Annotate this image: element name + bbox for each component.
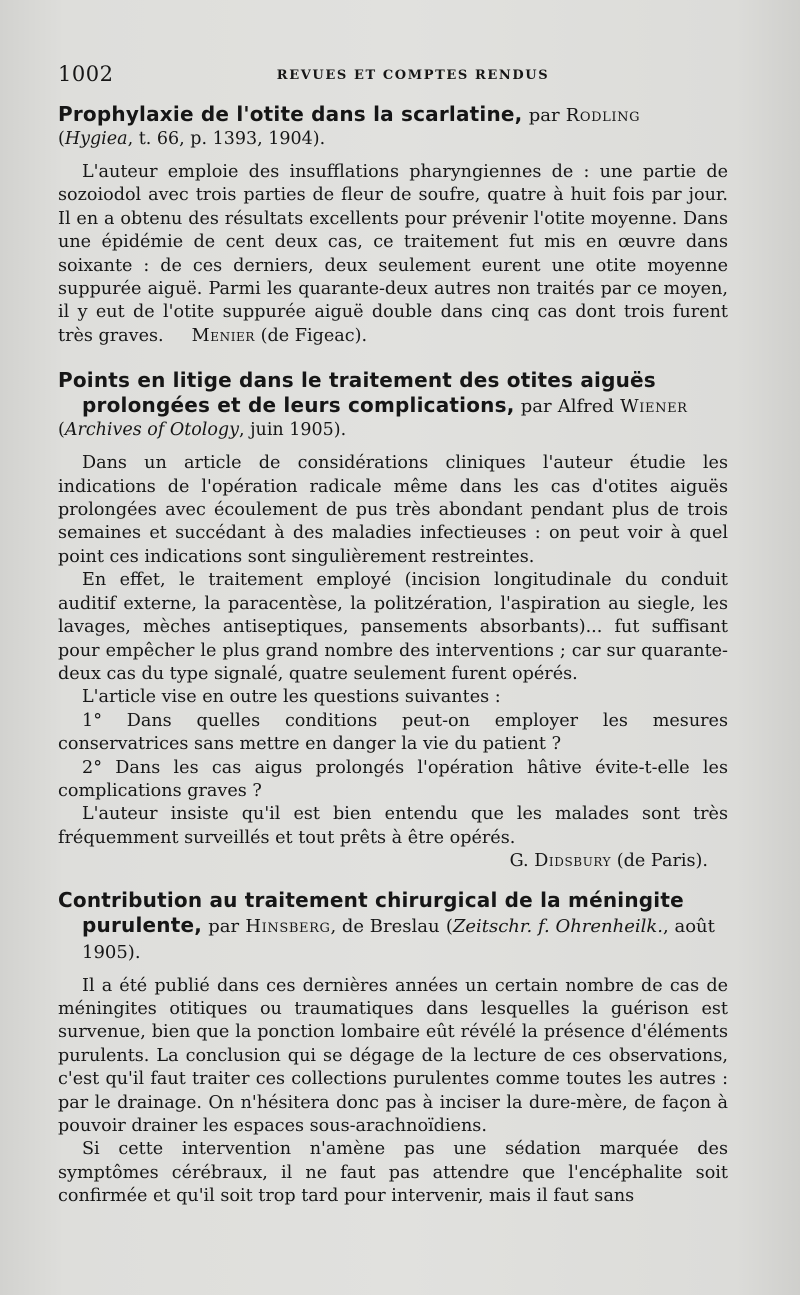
article-author: Wiener <box>620 396 688 418</box>
running-head <box>58 58 728 96</box>
paragraph-text: L'auteur emploie des insufflations pharyngiennes de : une partie de sozoiodol avec trois parties de fleur de soufre, quatre à huit fois par jour. Il en a obtenu des résultats excellents pour prévenir l'otite moyenne. Dans une épidémie de cent deux cas, ce traitement fut mis en œuvre dans soixante : de ces derniers, deux seulement eurent une otite moyenne suppurée aiguë. Parmi les quarante-deux autres non traités par ce moyen, il y eut de l'otite suppurée aiguë double dans cinq cas dont trois furent très graves. <box>58 162 728 346</box>
by-word: par <box>520 396 552 418</box>
article-title: Prophylaxie de l'otite dans la scarlatine, <box>58 102 523 126</box>
running-title: REVUES ET COMPTES RENDUS <box>276 68 550 83</box>
article-wiener <box>58 368 728 873</box>
article-title: Contribution au traitement chirurgical de la méningite purulente, <box>58 887 684 937</box>
article-author: Rodling <box>565 105 641 126</box>
source-details: , t. 66, p. 1393, 1904). <box>127 129 326 149</box>
by-word: par <box>208 915 240 937</box>
signature-place: (de Figeac). <box>260 325 368 346</box>
article-author: Hinsberg <box>245 915 331 937</box>
signature-initial: G. <box>509 851 529 872</box>
article-paragraph: En effet, le traitement employé (incision longitudinale du conduit auditif externe, la paracentèse, la politzération, l'aspiration au siegle, les lavages, mèches antiseptiques, pansements absorbants)... fut suffisant pour empêcher le plus grand nombre des interventions ; car sur quarante-deux cas du type signalé, quatre seulement furent opérés. <box>58 570 728 684</box>
article-paragraph: Dans un article de considérations cliniques l'auteur étudie les indications de l'opération radicale même dans les cas d'otites aiguës prolongées avec écoulement de pus très abondant pendant plus de trois semaines et succédant à des maladies infectieuses : on peut voir à quel point ces indications sont singulièrement restreintes. <box>58 453 728 567</box>
article-heading <box>58 102 728 151</box>
article-paragraph: Il a été publié dans ces dernières années un certain nombre de cas de méningites otitiques ou traumatiques dans lesquelles la guérison est survenue, bien que la ponction lombaire eût révélé la présence d'éléments purulents. La conclusion qui se dégage de la lecture de ces observations, c'est qu'il faut traiter ces collections purulentes comme toutes les autres : par le drainage. On n'hésitera donc pas à inciser la dure-mère, de façon à pouvoir drainer les espaces sous-arachnoïdiens. <box>58 975 728 1136</box>
signature-name: Didsbury <box>534 851 612 872</box>
signature-place: (de Paris). <box>616 851 708 872</box>
signature-name: Menier <box>191 325 256 346</box>
article-heading <box>58 888 728 965</box>
article-rodling <box>58 102 728 348</box>
article-title: Points en litige dans le traitement des otites aiguës prolongées et de leurs complications, <box>58 368 656 418</box>
article-signature <box>192 326 367 346</box>
source-journal: Archives of Otology <box>64 420 239 441</box>
article-paragraph: 2° Dans les cas aigus prolongés l'opération hâtive évite-t-elle les complications graves ? <box>58 757 728 801</box>
article-paragraph: L'article vise en outre les questions suivantes : <box>82 687 501 708</box>
source-details: , août 1905). <box>82 915 715 963</box>
article-paragraph: L'auteur insiste qu'il est bien entendu que les malades sont très fréquemment surveillés et tout prêts à être opérés. <box>58 804 728 848</box>
article-paragraph: Si cette intervention n'amène pas une sédation marquée des symptômes cérébraux, il ne faut pas attendre que l'encéphalite soit confirmée et qu'il soit trop tard pour intervenir, mais il faut sans <box>58 1139 728 1207</box>
source-journal: Hygiea <box>64 129 128 149</box>
article-source: (Zeitschr. f. Ohrenheilk., août 1905). <box>82 915 715 963</box>
article-heading <box>58 368 728 442</box>
source-details: , juin 1905). <box>239 420 347 441</box>
article-hinsberg <box>58 888 728 1209</box>
article-paragraph: 1° Dans quelles conditions peut-on employer les mesures conservatrices sans mettre en danger la vie du patient ? <box>58 710 728 755</box>
article-signature <box>58 850 728 873</box>
author-first-name: Alfred <box>557 396 614 418</box>
article-source: (Archives of Otology, juin 1905). <box>58 420 347 441</box>
page-number: 1002 <box>58 62 114 86</box>
author-place: , de Breslau <box>330 915 440 937</box>
by-word: par <box>528 105 560 126</box>
article-paragraph <box>58 161 728 348</box>
source-journal: Zeitschr. f. Ohrenheilk. <box>452 915 664 937</box>
article-source: (Hygiea, t. 66, p. 1393, 1904). <box>58 129 326 149</box>
